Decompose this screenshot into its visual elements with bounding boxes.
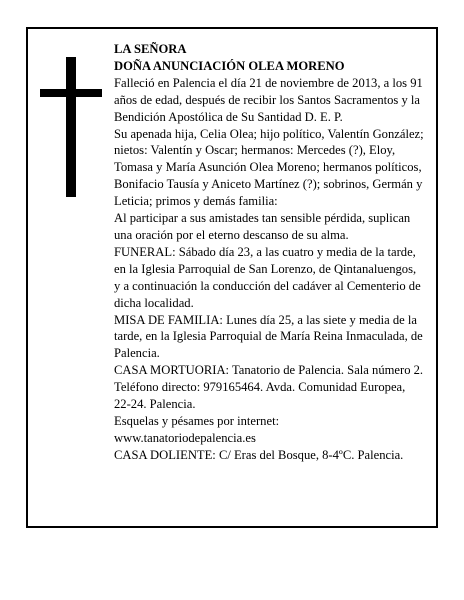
cross-icon (40, 57, 102, 197)
deceased-name: DOÑA ANUNCIACIÓN OLEA MORENO (114, 58, 345, 73)
title-line-1: LA SEÑORA (114, 42, 187, 56)
cross-vertical-bar (66, 57, 76, 197)
home-paragraph: CASA DOLIENTE: C/ Eras del Bosque, 8-4ºC. Palencia. (114, 447, 404, 462)
mortuary-paragraph: CASA MORTUORIA: Tanatorio de Palencia. Sala número 2. Teléfono directo: 979165464. Avda. Comunidad Europea, 22-24. Palencia. (114, 363, 424, 412)
family-paragraph: Su apenada hija, Celia Olea; hijo político, Valentín González; nietos: Valentín y Oscar; hermanos: Mercedes (?), Eloy, Tomasa y María Asunción Olea Moreno; hermanos políticos, Bonifacio Tausía y Aniceto Martínez (?); sobrinos, Germán y Leticia; primos y demás familia: (114, 126, 424, 209)
notice-text (114, 41, 424, 464)
funeral-paragraph: FUNERAL: Sábado día 23, a las cuatro y media de la tarde, en la Iglesia Parroquial de San Lorenzo, de Qintanaluengos, y a continuación la conducción del cadáver al Cementerio de dicha localidad. (114, 244, 421, 310)
obituary-notice (26, 27, 438, 528)
cross-horizontal-bar (40, 89, 102, 97)
request-paragraph: Al participar a sus amistades tan sensible pérdida, suplican una oración por el eterno descanso de su alma. (114, 211, 411, 242)
family-mass-paragraph: MISA DE FAMILIA: Lunes día 25, a las siete y media de la tarde, en la Iglesia Parroquial de María Reina Inmaculada, de Palencia. (114, 312, 423, 361)
death-paragraph: Falleció en Palencia el día 21 de noviembre de 2013, a los 91 años de edad, después de recibir los Santos Sacramentos y la Bendición Apostólica de Su Santidad D. E. P. (114, 75, 423, 124)
internet-paragraph: Esquelas y pésames por internet: www.tanatoriodepalencia.es (114, 413, 280, 445)
